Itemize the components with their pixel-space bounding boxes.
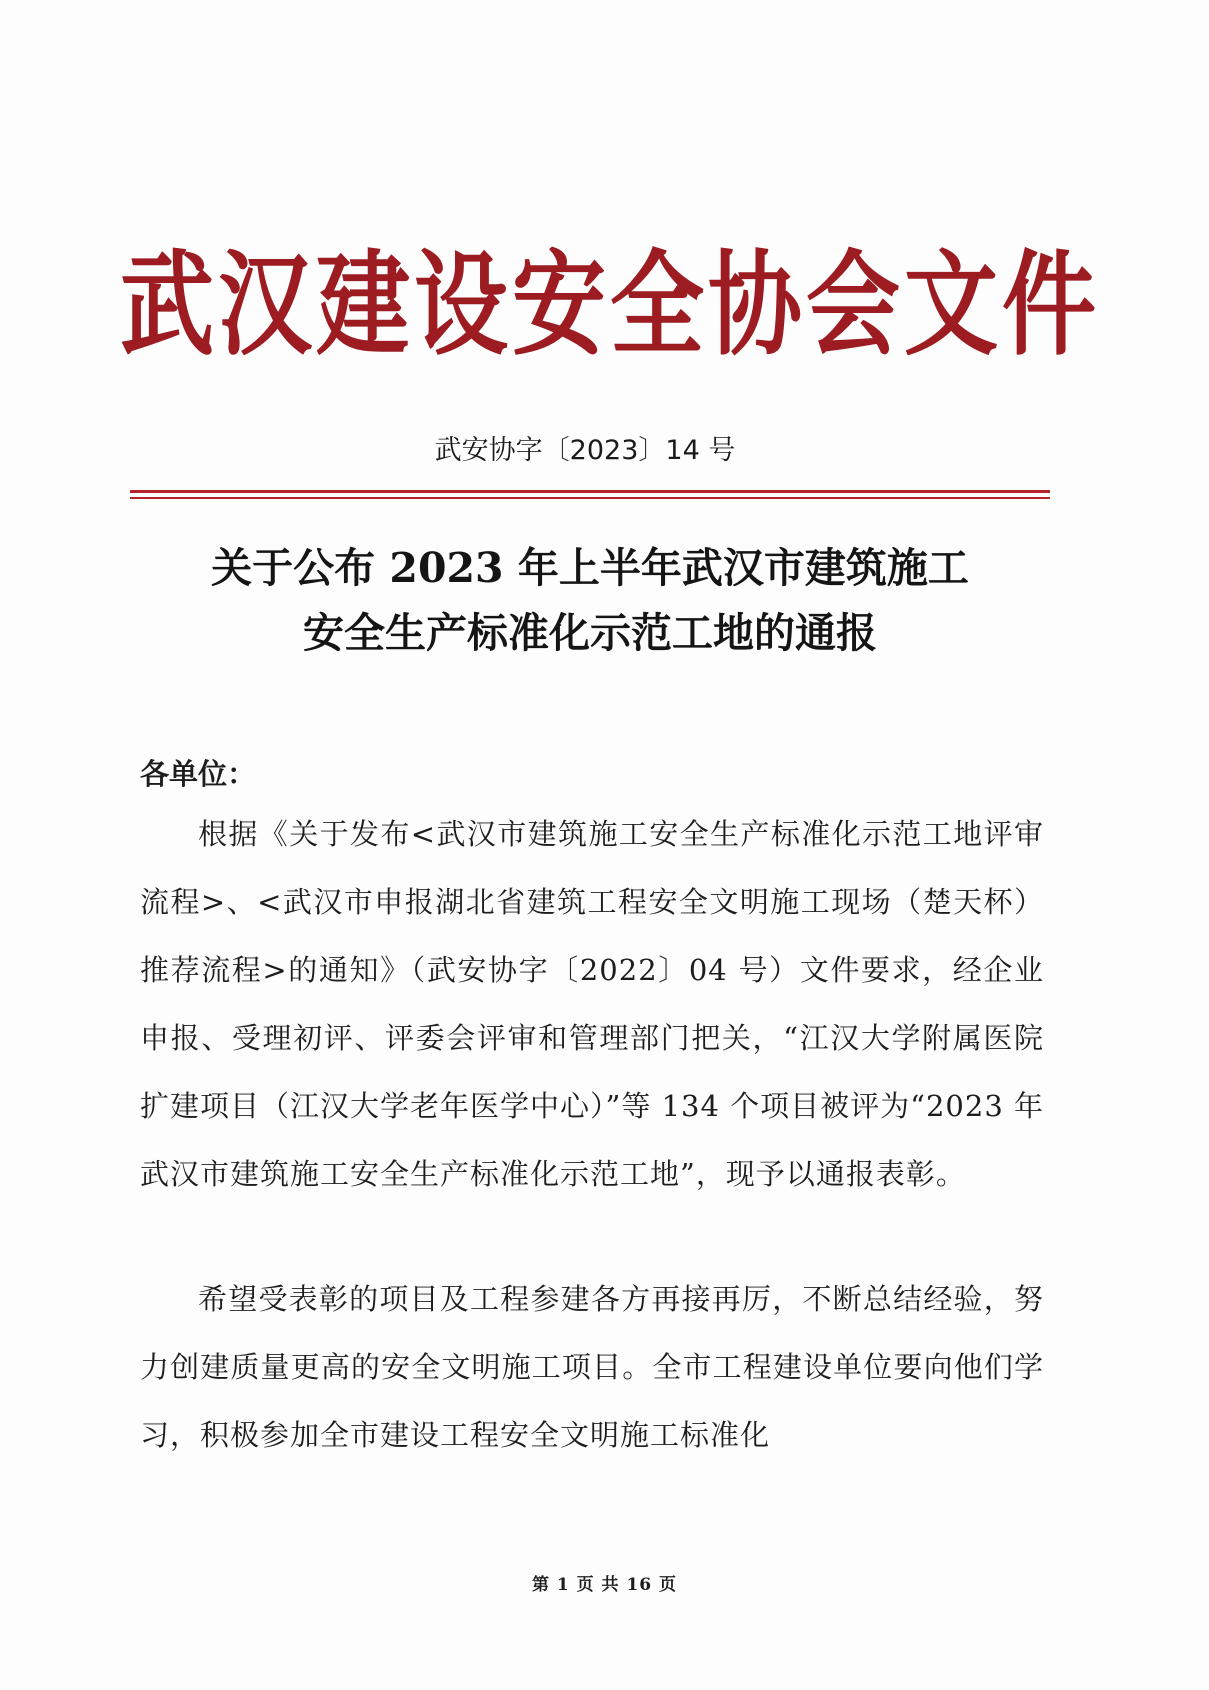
red-divider-line [130, 490, 1050, 493]
notice-title-line-2: 安全生产标准化示范工地的通报 [303, 609, 877, 657]
masthead-title: 武汉建设安全协会文件 [120, 241, 1101, 372]
red-divider-line-thin [130, 497, 1050, 499]
body-paragraph-1: 根据《关于发布<武汉市建筑施工安全生产标准化示范工地评审流程>、<武汉市申报湖北省建筑工程安全文明施工现场（楚天杯）推荐流程>的通知》（武安协字〔2022〕04 号）文件要求，经企业申报、受理初评、评委会评审和管理部门把关，“江汉大学附属医院扩建项目（江汉大学老年医学中心）”等 134 个项目被评为“2023 年武汉市建筑施工安全生产标准化示范工地”，现予以通报表彰。 [140, 817, 1044, 1191]
body-paragraph-2: 希望受表彰的项目及工程参建各方再接再厉，不断总结经验，努力创建质量更高的安全文明施工项目。全市工程建设单位要向他们学习，积极参加全市建设工程安全文明施工标准化 [140, 1282, 1044, 1452]
notice-title-line-1: 关于公布 2023 年上半年武汉市建筑施工 [211, 544, 969, 592]
salutation: 各单位： [140, 757, 257, 791]
document-number: 武安协字〔2023〕14 号 [434, 435, 736, 466]
page-number-footer: 第 1 页 共 16 页 [531, 1575, 678, 1595]
